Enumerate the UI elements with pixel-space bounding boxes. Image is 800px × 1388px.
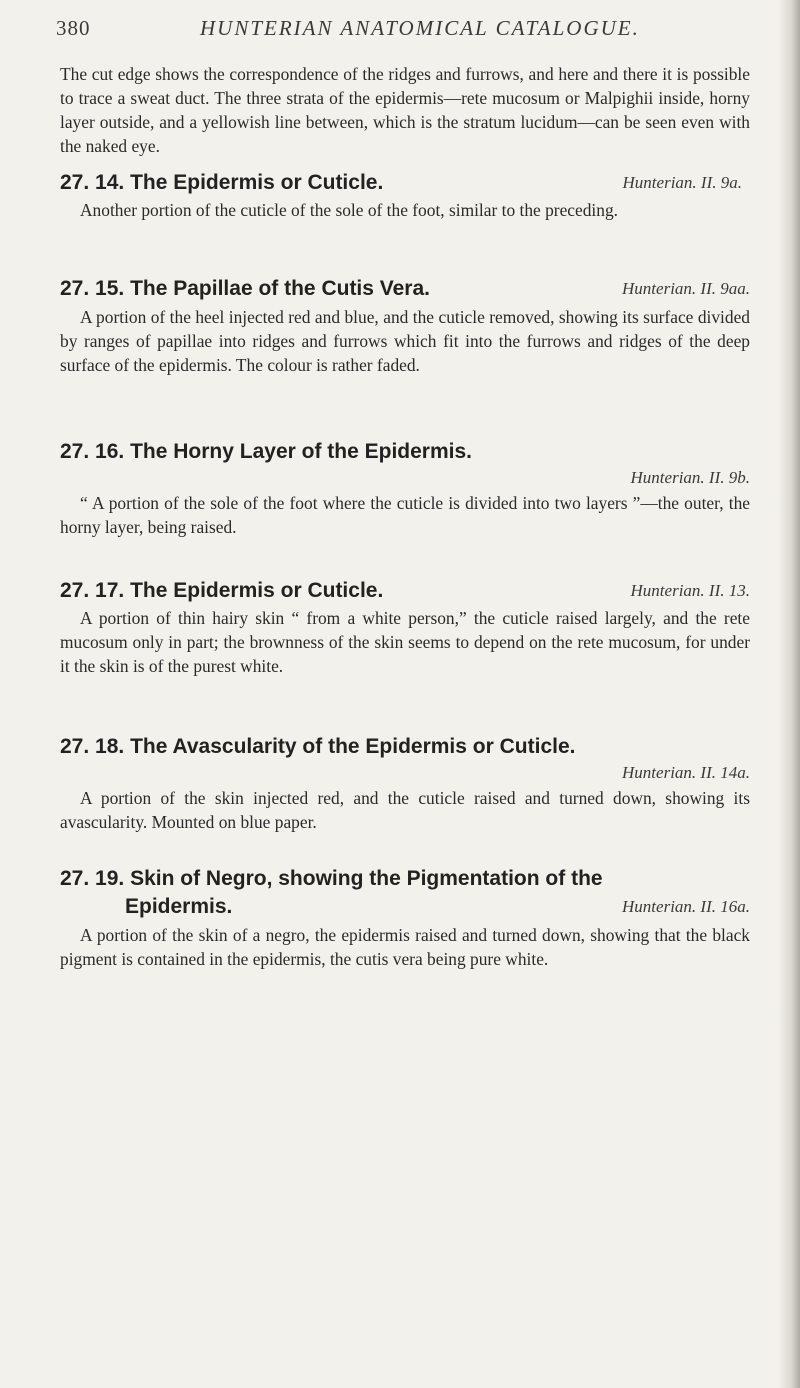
entry-heading <box>60 734 756 760</box>
entry-description: A portion of the heel injected red and blue, and the cuticle removed, showing its surface divided by ranges of papillae into ridges and furrows which fit into the furrows and ridges of the deep surface of the epidermis. The colour is rather faded. <box>60 307 750 375</box>
entry-reference: Hunterian. II. 9a. <box>622 173 742 192</box>
entry-reference: Hunterian. II. 9b. <box>630 468 750 487</box>
entry-number: 27. 18. <box>60 735 125 758</box>
entry-reference: Hunterian. II. 14a. <box>622 763 750 782</box>
entry-number: 27. 14. <box>60 171 125 194</box>
running-title: HUNTERIAN ANATOMICAL CATALOGUE. <box>200 16 640 40</box>
entry-description: Another portion of the cuticle of the sole of the foot, similar to the preceding. <box>80 200 618 220</box>
entry-heading <box>60 578 756 604</box>
entry-reference: Hunterian. II. 16a. <box>622 897 750 916</box>
intro-paragraph: The cut edge shows the correspondence of the ridges and furrows, and here and there it is possible to trace a sweat duct. The three strata of the epidermis—rete mucosum or Malpighii inside, horny layer outside, and a yellowish line between, which is the stratum lucidum—can be seen even with the naked eye. <box>60 64 750 156</box>
entry-title: The Epidermis or Cuticle. <box>130 171 384 194</box>
entry-description: A portion of thin hairy skin “ from a white person,” the cuticle raised largely, and the rete mucosum only in part; the brownness of the skin seems to depend on the rete mucosum, for under it the skin is of the purest white. <box>60 608 750 676</box>
entry-heading <box>60 439 756 465</box>
entry-heading <box>60 276 756 302</box>
entry-heading-continued <box>125 894 756 920</box>
entry-heading <box>60 866 756 892</box>
page-header <box>56 10 756 50</box>
entry-number: 27. 19. <box>60 867 125 890</box>
entry-heading <box>60 170 756 196</box>
entry-number: 27. 17. <box>60 579 125 602</box>
entry-reference: Hunterian. II. 13. <box>630 581 750 600</box>
entry-reference-line <box>60 761 750 785</box>
page-number: 380 <box>56 16 91 40</box>
entry-title-continued: Epidermis. <box>125 895 233 918</box>
entry-number: 27. 15. <box>60 277 125 300</box>
entry-reference-line <box>60 466 750 490</box>
entry-title: The Horny Layer of the Epidermis. <box>130 440 472 463</box>
entry-description: A portion of the skin of a negro, the epidermis raised and turned down, showing that the black pigment is contained in the epidermis, the cutis vera being pure white. <box>60 925 750 969</box>
entry-title: The Avascularity of the Epidermis or Cuticle. <box>130 735 576 758</box>
page-edge-shadow <box>778 0 800 1388</box>
entry-description: “ A portion of the sole of the foot where the cuticle is divided into two layers ”—the outer, the horny layer, being raised. <box>60 493 750 537</box>
entry-title: The Papillae of the Cutis Vera. <box>130 277 430 300</box>
entry-reference: Hunterian. II. 9aa. <box>622 279 750 298</box>
entry-description: A portion of the skin injected red, and the cuticle raised and turned down, showing its avascularity. Mounted on blue paper. <box>60 788 750 832</box>
entry-title: Skin of Negro, showing the Pigmentation of the <box>130 867 603 890</box>
entry-number: 27. 16. <box>60 440 125 463</box>
entry-title: The Epidermis or Cuticle. <box>130 579 384 602</box>
